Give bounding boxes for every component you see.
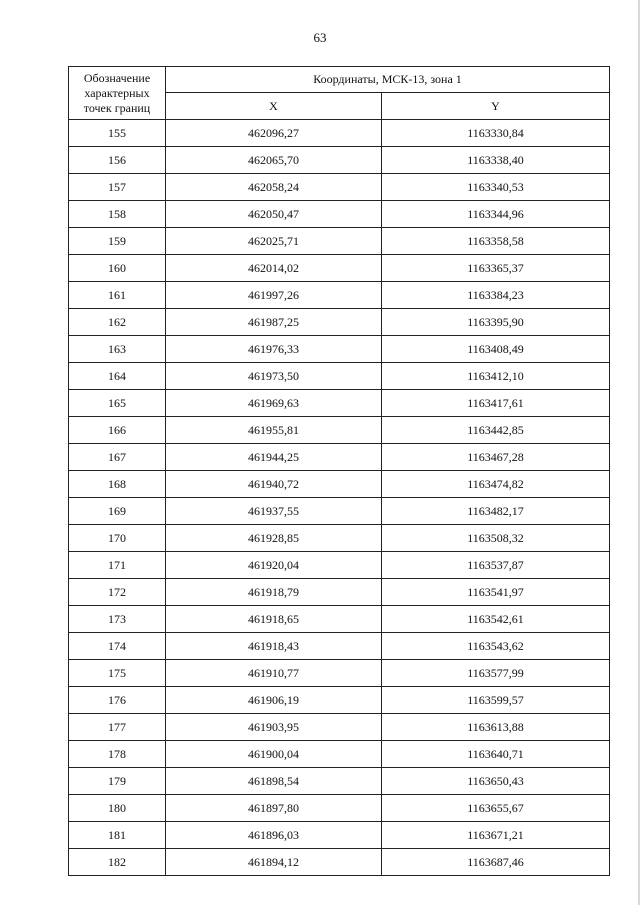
- table-row: [69, 417, 610, 444]
- table-row: [69, 660, 610, 687]
- point-number-cell: 168: [69, 471, 166, 498]
- y-coordinate-cell: 1163577,99: [382, 660, 610, 687]
- y-coordinate-cell: 1163442,85: [382, 417, 610, 444]
- y-coordinate-cell: 1163417,61: [382, 390, 610, 417]
- header-y: Y: [382, 93, 610, 120]
- y-coordinate-cell: 1163599,57: [382, 687, 610, 714]
- x-coordinate-cell: 461898,54: [166, 768, 382, 795]
- page-number: 63: [313, 30, 327, 45]
- point-number-cell: 161: [69, 282, 166, 309]
- table-row: [69, 363, 610, 390]
- x-coordinate-cell: 461918,65: [166, 606, 382, 633]
- table-row: [69, 579, 610, 606]
- y-coordinate-cell: 1163395,90: [382, 309, 610, 336]
- table-row: [69, 498, 610, 525]
- table-row: [69, 228, 610, 255]
- header-point-designation-line: характерных: [84, 85, 150, 100]
- coordinates-table: [68, 66, 610, 876]
- table-row: [69, 174, 610, 201]
- x-coordinate-cell: 462050,47: [166, 201, 382, 228]
- header-coordinates: Координаты, МСК-13, зона 1: [166, 67, 610, 93]
- y-coordinate-cell: 1163508,32: [382, 525, 610, 552]
- y-coordinate-cell: 1163542,61: [382, 606, 610, 633]
- point-number-cell: 166: [69, 417, 166, 444]
- y-coordinate-cell: 1163541,97: [382, 579, 610, 606]
- y-coordinate-cell: 1163338,40: [382, 147, 610, 174]
- y-coordinate-cell: 1163474,82: [382, 471, 610, 498]
- table-row: [69, 714, 610, 741]
- y-coordinate-cell: 1163687,46: [382, 849, 610, 876]
- x-coordinate-cell: 461997,26: [166, 282, 382, 309]
- point-number-cell: 181: [69, 822, 166, 849]
- table-header: [69, 67, 610, 120]
- point-number-cell: 156: [69, 147, 166, 174]
- y-coordinate-cell: 1163358,58: [382, 228, 610, 255]
- y-coordinate-cell: 1163482,17: [382, 498, 610, 525]
- point-number-cell: 164: [69, 363, 166, 390]
- point-number-cell: 180: [69, 795, 166, 822]
- y-coordinate-cell: 1163640,71: [382, 741, 610, 768]
- x-coordinate-cell: 461903,95: [166, 714, 382, 741]
- table-row: [69, 201, 610, 228]
- y-coordinate-cell: 1163365,37: [382, 255, 610, 282]
- point-number-cell: 174: [69, 633, 166, 660]
- y-coordinate-cell: 1163412,10: [382, 363, 610, 390]
- point-number-cell: 159: [69, 228, 166, 255]
- x-coordinate-cell: 461918,79: [166, 579, 382, 606]
- table-row: [69, 525, 610, 552]
- x-coordinate-cell: 461928,85: [166, 525, 382, 552]
- table-row: [69, 606, 610, 633]
- point-number-cell: 182: [69, 849, 166, 876]
- point-number-cell: 165: [69, 390, 166, 417]
- point-number-cell: 160: [69, 255, 166, 282]
- y-coordinate-cell: 1163344,96: [382, 201, 610, 228]
- x-coordinate-cell: 461896,03: [166, 822, 382, 849]
- x-coordinate-cell: 462014,02: [166, 255, 382, 282]
- y-coordinate-cell: 1163408,49: [382, 336, 610, 363]
- table-row: [69, 444, 610, 471]
- point-number-cell: 155: [69, 120, 166, 147]
- x-coordinate-cell: 461955,81: [166, 417, 382, 444]
- x-coordinate-cell: 461918,43: [166, 633, 382, 660]
- x-coordinate-cell: 461906,19: [166, 687, 382, 714]
- point-number-cell: 167: [69, 444, 166, 471]
- x-coordinate-cell: 462058,24: [166, 174, 382, 201]
- y-coordinate-cell: 1163613,88: [382, 714, 610, 741]
- y-coordinate-cell: 1163467,28: [382, 444, 610, 471]
- point-number-cell: 157: [69, 174, 166, 201]
- x-coordinate-cell: 461944,25: [166, 444, 382, 471]
- x-coordinate-cell: 461897,80: [166, 795, 382, 822]
- y-coordinate-cell: 1163340,53: [382, 174, 610, 201]
- y-coordinate-cell: 1163384,23: [382, 282, 610, 309]
- table-row: [69, 120, 610, 147]
- point-number-cell: 179: [69, 768, 166, 795]
- table-row: [69, 741, 610, 768]
- table-row: [69, 768, 610, 795]
- table-row: [69, 471, 610, 498]
- point-number-cell: 175: [69, 660, 166, 687]
- table-row: [69, 336, 610, 363]
- table-row: [69, 552, 610, 579]
- header-point-designation: [69, 67, 166, 120]
- x-coordinate-cell: 462065,70: [166, 147, 382, 174]
- y-coordinate-cell: 1163655,67: [382, 795, 610, 822]
- table-row: [69, 633, 610, 660]
- y-coordinate-cell: 1163330,84: [382, 120, 610, 147]
- point-number-cell: 176: [69, 687, 166, 714]
- x-coordinate-cell: 461987,25: [166, 309, 382, 336]
- x-coordinate-cell: 461940,72: [166, 471, 382, 498]
- point-number-cell: 162: [69, 309, 166, 336]
- table-row: [69, 822, 610, 849]
- table-row: [69, 795, 610, 822]
- point-number-cell: 169: [69, 498, 166, 525]
- x-coordinate-cell: 461937,55: [166, 498, 382, 525]
- point-number-cell: 172: [69, 579, 166, 606]
- x-coordinate-cell: 461969,63: [166, 390, 382, 417]
- x-coordinate-cell: 461894,12: [166, 849, 382, 876]
- header-point-designation-line: Обозначение: [83, 70, 151, 85]
- x-coordinate-cell: 461910,77: [166, 660, 382, 687]
- x-coordinate-cell: 461900,04: [166, 741, 382, 768]
- table-row: [69, 687, 610, 714]
- point-number-cell: 178: [69, 741, 166, 768]
- x-coordinate-cell: 461976,33: [166, 336, 382, 363]
- y-coordinate-cell: 1163537,87: [382, 552, 610, 579]
- x-coordinate-cell: 461973,50: [166, 363, 382, 390]
- header-point-designation-line: точек границ: [83, 100, 151, 115]
- table-row: [69, 309, 610, 336]
- y-coordinate-cell: 1163650,43: [382, 768, 610, 795]
- y-coordinate-cell: 1163671,21: [382, 822, 610, 849]
- point-number-cell: 170: [69, 525, 166, 552]
- table-row: [69, 255, 610, 282]
- x-coordinate-cell: 462096,27: [166, 120, 382, 147]
- y-coordinate-cell: 1163543,62: [382, 633, 610, 660]
- point-number-cell: 177: [69, 714, 166, 741]
- point-number-cell: 163: [69, 336, 166, 363]
- table-row: [69, 390, 610, 417]
- point-number-cell: 158: [69, 201, 166, 228]
- table-row: [69, 849, 610, 876]
- x-coordinate-cell: 462025,71: [166, 228, 382, 255]
- header-x: X: [166, 93, 382, 120]
- table-body: [69, 120, 610, 876]
- table-row: [69, 282, 610, 309]
- table-row: [69, 147, 610, 174]
- x-coordinate-cell: 461920,04: [166, 552, 382, 579]
- point-number-cell: 173: [69, 606, 166, 633]
- point-number-cell: 171: [69, 552, 166, 579]
